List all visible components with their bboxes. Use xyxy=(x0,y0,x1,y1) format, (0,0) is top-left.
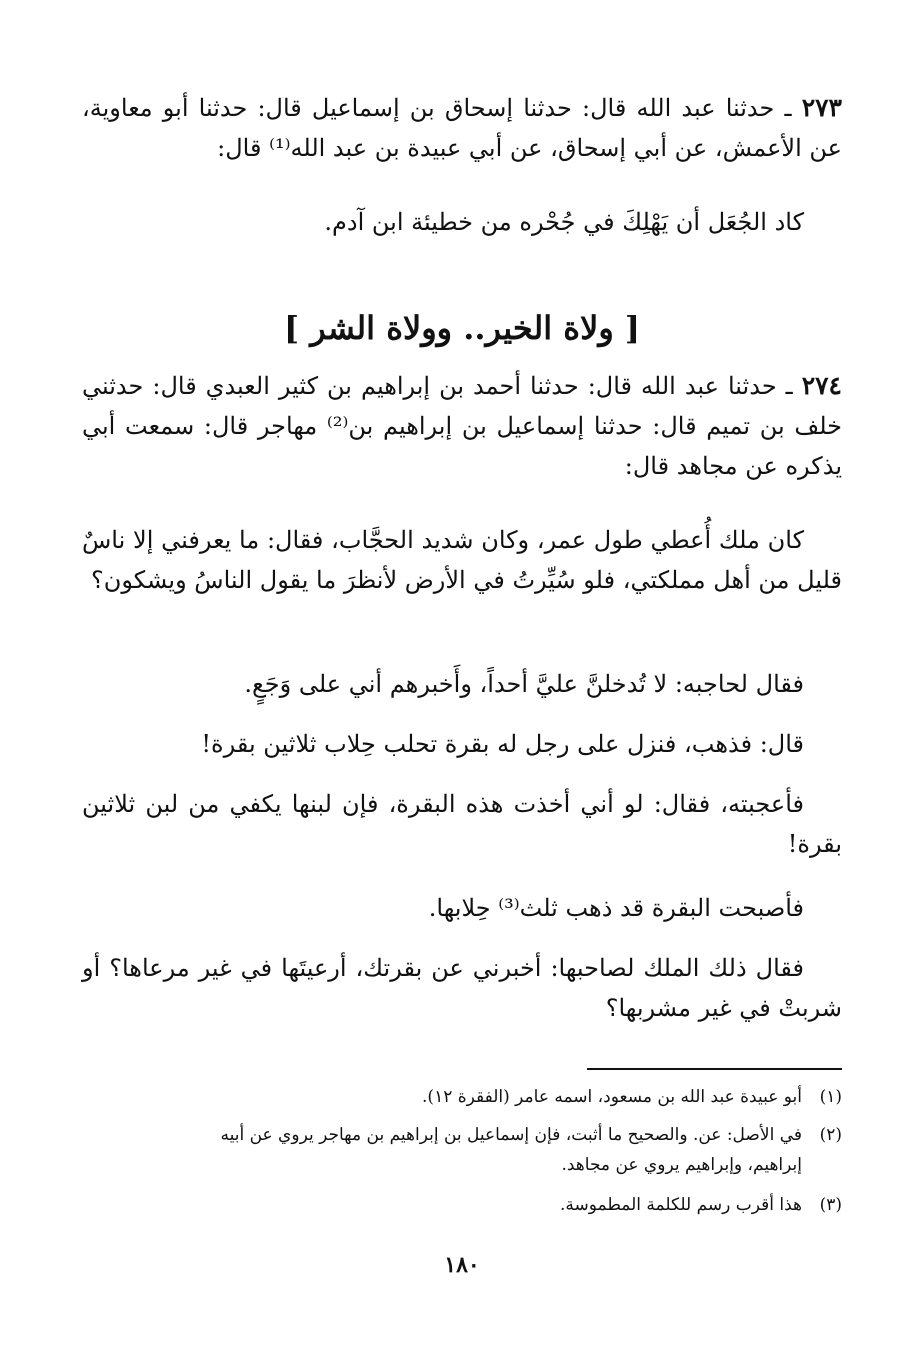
book-page xyxy=(82,0,842,1350)
page-number: ١٨٠ xyxy=(444,1252,480,1278)
paragraph-274-d: فأعجبته، فقال: لو أني أخذت هذه البقرة، فإن لبنها يكفي من لبن ثلاثين بقرة! xyxy=(82,790,842,858)
paragraph-274-c: قال: فذهب، فنزل على رجل له بقرة تحلب حِلاب ثلاثين بقرة! xyxy=(201,730,804,758)
footnote-text: أبو عبيدة عبد الله بن مسعود، اسمه عامر (الفقرة ١٢). xyxy=(422,1087,802,1107)
footnote-2 xyxy=(82,1120,842,1180)
footnote-3 xyxy=(82,1190,842,1220)
footnote-divider xyxy=(587,1068,842,1070)
paragraph-274-e: فأصبحت البقرة قد ذهب ثلث⁽³⁾ حِلابها. xyxy=(428,894,804,922)
paragraph-274-b: فقال لحاجبه: لا تُدخلنَّ عليَّ أحداً، وأَخبرهم أني على وَجَعٍ. xyxy=(244,670,804,698)
footnote-text-continued: إبراهيم، وإبراهيم يروي عن مجاهد. xyxy=(561,1155,802,1175)
paragraph-number: ٢٧٣ xyxy=(801,93,842,122)
footnote-number: (٣) xyxy=(819,1195,842,1215)
section-heading: [ ولاة الخير.. وولاة الشر ] xyxy=(283,309,641,347)
footnote-text: في الأصل: عن. والصحيح ما أثبت، فإن إسماعيل بن إبراهيم بن مهاجر يروي عن أبيه xyxy=(220,1125,802,1145)
paragraph-text: ـ حدثنا عبد الله قال: حدثنا إسحاق بن إسماعيل قال: حدثنا أبو معاوية، عن الأعمش، عن أبي إسحاق، عن أبي عبيدة بن عبد الله⁽¹⁾ قال: xyxy=(82,94,842,162)
paragraph-273 xyxy=(82,88,842,168)
footnote-number: (١) xyxy=(819,1087,842,1107)
paragraph-274-f: فقال ذلك الملك لصاحبها: أخبرني عن بقرتك، أرعيتَها في غير مرعاها؟ أو شربتْ في غير مشربها؟ xyxy=(82,954,842,1022)
footnote-number: (٢) xyxy=(819,1125,842,1145)
paragraph-273-quote: كاد الجُعَل أن يَهْلِكَ في جُحْره من خطيئة ابن آدم. xyxy=(324,208,804,236)
paragraph-text: ـ حدثنا عبد الله قال: حدثنا أحمد بن إبراهيم بن كثير العبدي قال: حدثني خلف بن تميم قال: حدثنا إسماعيل بن إبراهيم بن⁽²⁾ مهاجر قال: سمعت أبي يذكره عن مجاهد قال: xyxy=(82,372,842,480)
paragraph-274-a: كان ملك أُعطي طول عمر، وكان شديد الحجَّاب، فقال: ما يعرفني إلا ناسٌ قليل من أهل مملكتي، فلو سُيِّرتُ في الأرض لأنظرَ ما يقول الناسُ ويشكون؟ xyxy=(82,526,842,594)
paragraph-274 xyxy=(82,366,842,486)
footnote-1 xyxy=(82,1082,842,1112)
paragraph-number: ٢٧٤ xyxy=(801,371,842,400)
footnote-text: هذا أقرب رسم للكلمة المطموسة. xyxy=(559,1195,802,1215)
